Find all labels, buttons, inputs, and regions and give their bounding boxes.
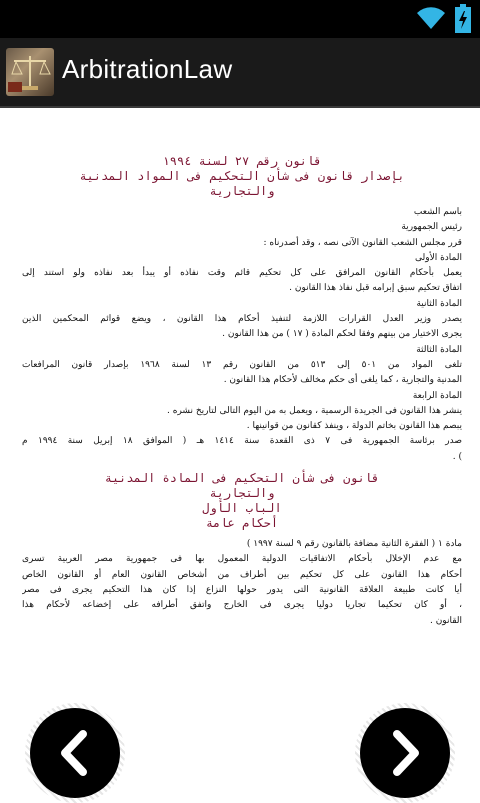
preamble [22,205,462,465]
chapter-subtitle: أحكام عامة [205,516,279,531]
text-line: مع عدم الإخلال بأحكام الاتفاقيات الدولية المعمول بها فى جمهورية مصر العربية تسرى [22,554,462,565]
document-view[interactable] [0,110,480,800]
text-line: يبصم هذا القانون بخاتم الدولة ، وينفذ كقانون من قوانينها . [246,421,462,432]
next-page-button[interactable] [360,708,450,798]
app-title: ArbitrationLaw [62,54,233,84]
text-line: قرر مجلس الشعب القانون الآتى نصه ، وقد أصدرناه : [263,237,462,248]
text-line: يجرى الاختيار من بينهم وفقا لحكم المادة ( ١٧ ) من هذا القانون . [222,329,462,340]
status-bar [0,0,480,38]
law-title-line: بإصدار قانون فى شأن التحكيم فى المواد المدنية [79,169,405,183]
article-heading: المادة الأولى [415,252,462,263]
text-line: القانون . [429,615,462,626]
article-heading: المادة الثالثة [416,344,462,355]
text-line: أيا كانت طبيعة العلاقة القانونية التى يدور حولها النزاع إذا كان هذا التحكيم يجرى فى مصر [22,584,462,595]
text-line: ينشر هذا القانون فى الجريدة الرسمية ، ويعمل به من اليوم التالى لتاريخ نشره . [167,405,462,416]
action-bar [0,38,480,108]
law-title [22,154,462,199]
text-line: أحكام هذا القانون على كل تحكيم بين أطراف من أشخاص القانون العام أو القانون الخاص [22,569,462,580]
article-heading: المادة الثانية [416,298,462,309]
law-title-line: قانون رقم ٢٧ لسنة ١٩٩٤ [162,154,322,168]
text-line: باسم الشعب [413,207,462,217]
text-line: ) . [452,451,462,462]
scales-of-justice-icon [6,48,54,96]
article-one [22,537,462,629]
text-line: ، أو كان تحكيما تجاريا دوليا يجرى فى الخارج واتفق أطرافه على إخضاعه لأحكام هذا [22,600,462,611]
chevron-right-icon [385,728,425,778]
chapter-title: الباب الأول [202,501,282,516]
chevron-left-icon [55,728,95,778]
battery-charging-icon [454,4,472,38]
law-document [22,154,462,629]
law-title-line: والتجارية [209,184,275,198]
previous-page-button[interactable] [30,708,120,798]
section-title [22,471,462,531]
text-line: اتفاق تحكيم سبق إبرامه قبل نفاذ هذا القانون . [289,283,462,294]
text-line: تلغى المواد من ٥٠١ إلى ٥١٣ من القانون رقم ١٣ لسنة ١٩٦٨ بإصدار قانون المرافعات [22,359,462,370]
text-line: صدر برئاسة الجمهورية فى ٧ ذى القعدة سنة ١٤١٤ هـ ( الموافق ١٨ إبريل سنة ١٩٩٤ م [22,436,462,447]
section-title-line: قانون فى شأن التحكيم فى المادة المدنية [104,471,380,486]
article-heading: مادة ١ ( الفقرة الثانية مضافة بالقانون رقم ٩ لسنة ١٩٩٧ ) [246,539,462,550]
text-line: يصدر وزير العدل القرارات اللازمة لتنفيذ أحكام هذا القانون ، ويضع قوائم المحكمين الذين [22,314,462,325]
wifi-icon [416,5,446,35]
article-heading: المادة الرابعة [412,390,462,401]
text-line: يعمل بأحكام القانون المرافق على كل تحكيم قائم وقت نفاذه أو يبدأ بعد نفاذه ولو استند إلى [22,268,462,279]
section-title-line: والتجارية [209,486,275,501]
text-line: المدنية والتجارية ، كما يلغى أى حكم مخالف لأحكام هذا القانون . [223,375,462,386]
text-line: رئيس الجمهورية [401,222,462,233]
